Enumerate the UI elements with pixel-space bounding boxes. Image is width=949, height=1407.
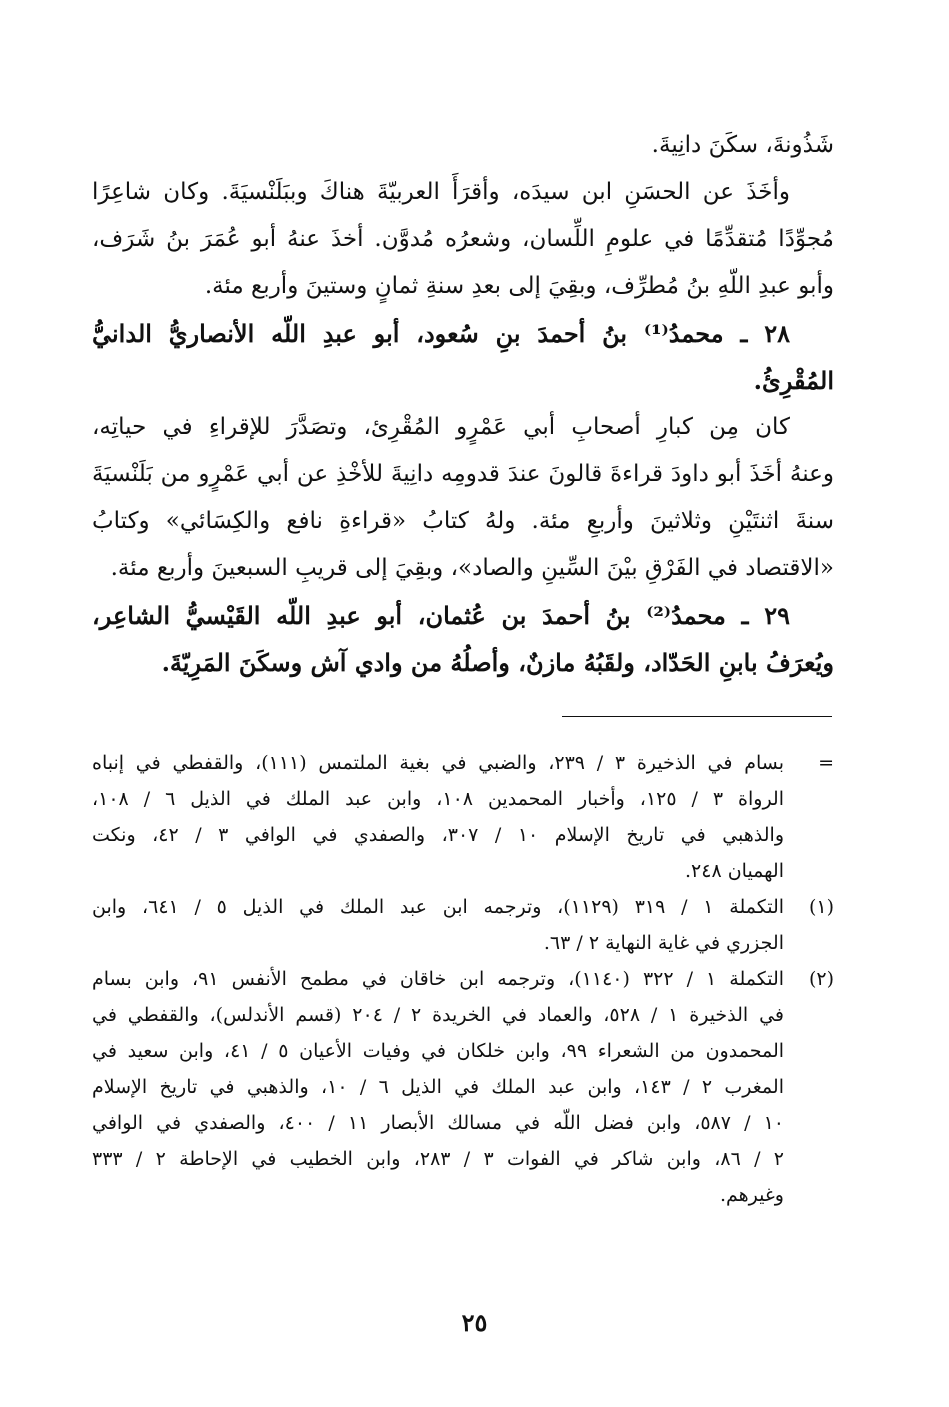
footnote-line: في الذخيرة ١ / ٥٢٨، والعماد في الخريدة ٢ / ٢٠٤ (قسم الأندلس)، والقفطي في — [92, 1004, 784, 1026]
footnote-separator — [562, 716, 832, 717]
body-line: وأخَذَ عن الحسَنِ ابن سيدَه، وأقرَأَ العربيّةَ هناكَ وببَلَنْسيَةَ. وكان شاعِرًا — [92, 179, 790, 205]
page-number: ٢٥ — [461, 1308, 488, 1337]
body-line: شَذُونةَ، سكَنَ دانِيةَ. — [651, 132, 834, 158]
body-line: مُجوِّدًا مُتقدِّمًا في علومِ اللِّسان، وشعرُه مُدوَّن. أخذَ عنهُ أبو عُمَرَ بنُ شَرَف، — [92, 226, 834, 252]
body-line: وعنهُ أخَذَ أبو داودَ قراءةَ قالونَ عندَ قدومِه دانِيةَ للأخْذِ عن أبي عَمْرٍو من بَلَنْسيَةَ — [92, 461, 834, 487]
footnote-line: التكملة ١ / ٣٢٢ (١١٤٠)، وترجمه ابن خاقان في مطمح الأنفس ٩١، وابن بسام — [92, 968, 784, 990]
footnote-line: الجزري في غاية النهاية ٢ / ٦٣. — [543, 932, 784, 954]
footnote-line: بسام في الذخيرة ٣ / ٢٣٩، والضبي في بغية الملتمس (١١١)، والقفطي في إنباه — [92, 752, 784, 774]
footnote-line: الهميان ٢٤٨. — [685, 860, 784, 882]
footnote-line: ١٠ / ٥٨٧، وابن فضل اللّه في مسالك الأبصار ١١ / ٤٠٠، والصفدي في الوافي — [92, 1112, 784, 1134]
footnote-2 — [92, 961, 834, 1213]
footnote-line: الرواة ٣ / ١٢٥، وأخبار المحمدين ١٠٨، وابن عبد الملك في الذيل ٦ / ١٠٨، — [92, 788, 784, 810]
footnote-marker: = — [818, 752, 834, 774]
body-line: سنةَ اثنتَيْنِ وثلاثينَ وأربعِ مئة. ولهُ كتابُ «قراءةِ نافع والكِسَائي» وكتابُ — [92, 508, 834, 534]
footnote-line: ٢ / ٨٦، وابن شاكر في الفوات ٣ / ٢٨٣، وابن الخطيب في الإحاطة ٢ / ٣٣٣ — [92, 1148, 784, 1170]
entry-heading-line: المُقْرِئُ. — [753, 366, 834, 395]
footnote-line: والذهبي في تاريخ الإسلام ١٠ / ٣٠٧، والصفدي في الوافي ٣ / ٤٢، ونكت — [92, 824, 784, 846]
entry-heading-line: ٢٩ ـ محمدُ⁽²⁾ بنُ أحمدَ بن عُثمان، أبو عبدِ اللّه القَيْسيُّ الشاعِر، — [92, 601, 790, 630]
body-line: «الاقتصاد في الفَرْقِ بيْنَ السِّينِ والصاد»، وبقِيَ إلى قريبِ السبعينَ وأربع مئة. — [110, 555, 834, 581]
footnotes — [92, 745, 834, 1213]
footnote-line: وغيرهم. — [719, 1184, 784, 1206]
main-text — [92, 122, 834, 686]
body-line: كان مِن كبارِ أصحابِ أبي عَمْرٍو المُقْرِئ، وتصَدَّرَ للإقراءِ في حياتِه، — [92, 414, 790, 440]
footnote-line: المحمدون من الشعراء ٩٩، وابن خلكان في وفيات الأعيان ٥ / ٤١، وابن سعيد في — [92, 1040, 784, 1062]
body-line: وأبو عبدِ اللّهِ بنُ مُطرِّف، وبقِيَ إلى بعدِ سنةِ ثمانٍ وستينَ وأربع مئة. — [204, 273, 834, 299]
entry-heading-line: ٢٨ ـ محمدُ⁽¹⁾ بنُ أحمدَ بنِ سُعود، أبو عبدِ اللّه الأنصاريُّ الدانيُّ — [92, 319, 790, 348]
footnote-marker: (١) — [808, 896, 834, 918]
footnote-line: المغرب ٢ / ١٤٣، وابن عبد الملك في الذيل ٦ / ١٠، والذهبي في تاريخ الإسلام — [92, 1076, 784, 1098]
footnote-continued — [92, 745, 834, 889]
footnote-marker: (٢) — [808, 968, 834, 990]
entry-heading-line: ويُعرَفُ بابنِ الحَدّاد، ولقَبُهُ مازنٌ، وأصلُهُ من وادي آش وسكَنَ المَرِيّةَ. — [161, 648, 834, 677]
footnote-1 — [92, 889, 834, 961]
footnote-line: التكملة ١ / ٣١٩ (١١٢٩)، وترجمه ابن عبد الملك في الذيل ٥ / ٦٤١، وابن — [92, 896, 784, 918]
